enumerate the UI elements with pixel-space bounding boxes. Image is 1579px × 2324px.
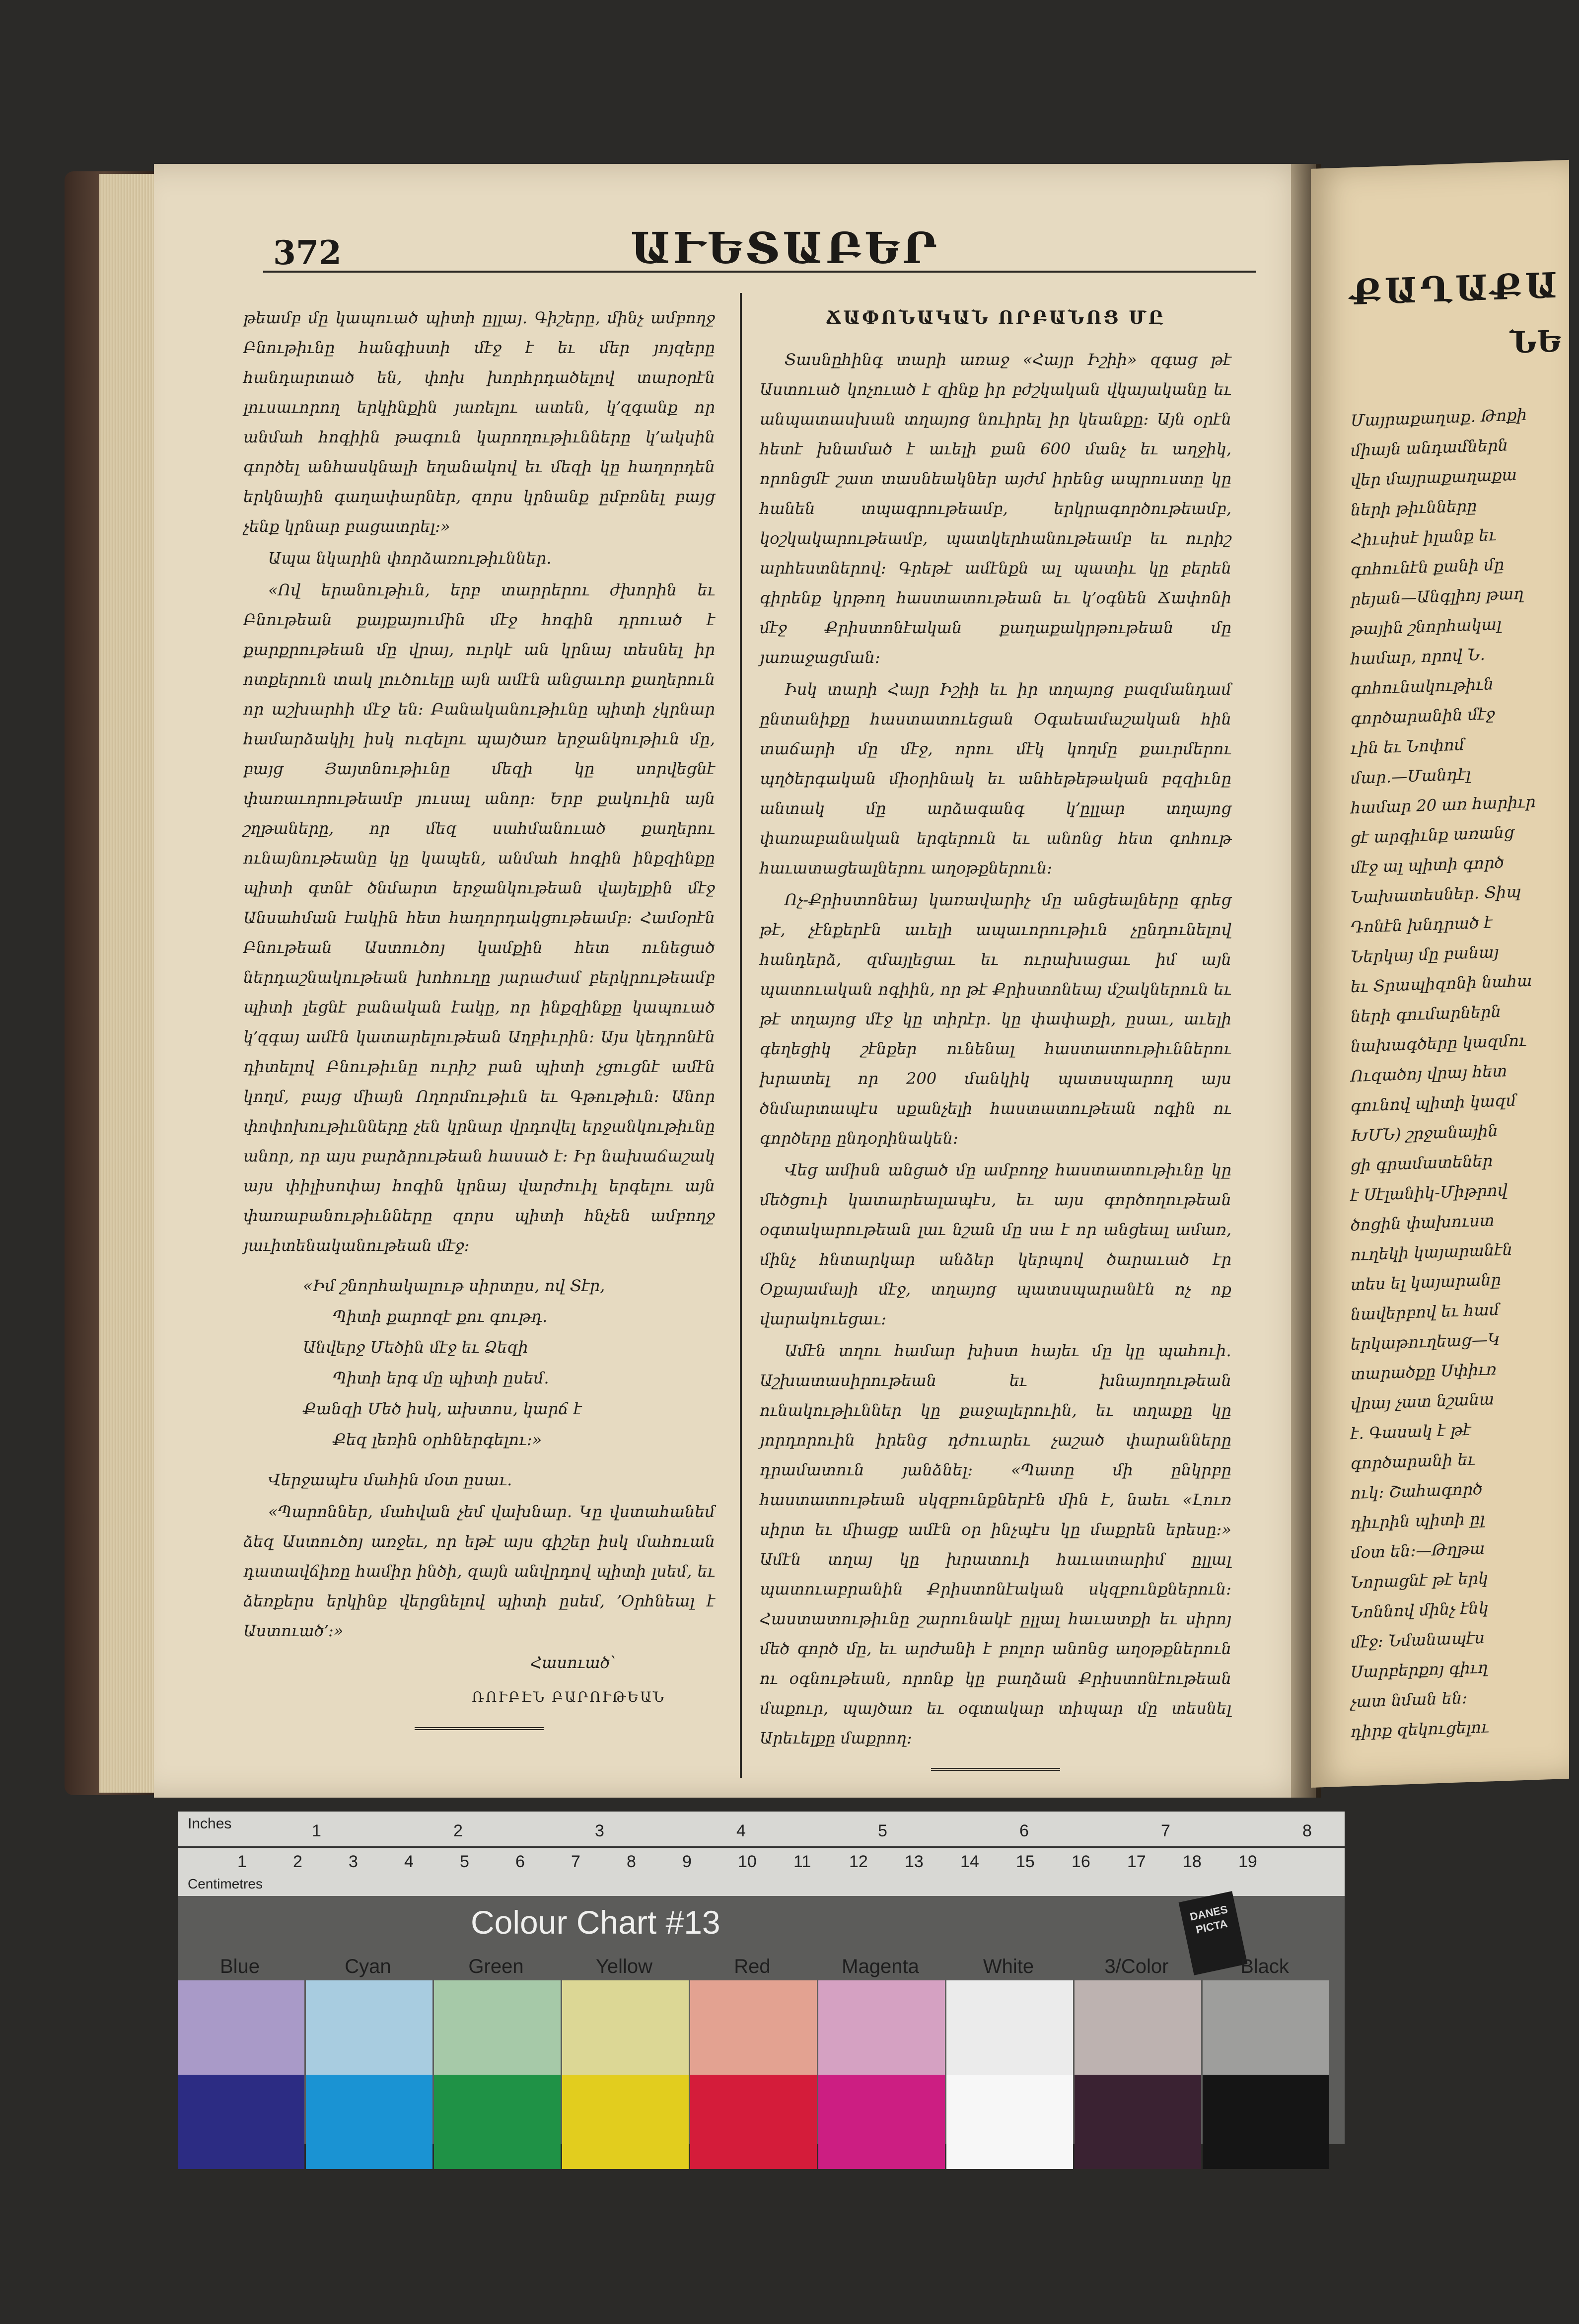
article-title: ՃԱՓՈՆԱԿԱՆ ՈՐԲԱՆՈՑ ՄԸ xyxy=(826,307,1165,328)
swatch-label: Magenta xyxy=(842,1956,919,1977)
left-column xyxy=(243,303,715,1730)
right-page-line: նավերբով եւ համ xyxy=(1351,1300,1500,1324)
swatch-label: Cyan xyxy=(345,1956,391,1977)
right-page-line: մէջ ալ պիտի գործ xyxy=(1351,853,1505,877)
right-page xyxy=(1311,160,1569,1788)
inch-tick-label: 5 xyxy=(878,1821,887,1840)
swatch-solid xyxy=(1075,2075,1201,2169)
inch-tick-label: 4 xyxy=(736,1821,746,1840)
cm-tick-label: 11 xyxy=(793,1852,811,1871)
swatch-tint xyxy=(1203,1980,1329,2075)
swatch-solid xyxy=(306,2075,432,2169)
right-page-line: Հիւսիսէ իլանք եւ xyxy=(1351,525,1497,550)
chart-title: Colour Chart #13 xyxy=(471,1904,720,1941)
swatch-tint xyxy=(178,1980,304,2075)
inch-tick-label: 8 xyxy=(1302,1821,1312,1840)
paragraph: «Ով երանութիւն, երբ տարրերու ժխորին եւ Բնութեան քայքայումին մէջ հոգին դրուած է քարքրութեան մը վրայ, ուրկէ ան կրնայ տեսնել իր ոտքերուն տակ լուծուելը այն ամէն անցաւոր քաղերուն որ աշխարհի մէջ են։ Բանականութիւնը պիտի չկրնար համարձակիլ իսկ ուզելու պայծառ երջանկութիւն մը, բայց Յայտնութիւնը մեզի կը սորվեցնէ փառաւորութեամբ յուսալ անոր։ Երբ քակուին այն շղթաները, որ մեզ սահմանուած քաղերու ունայնութեանը կը կապեն, անմահ հոգին ինքզինքը պիտի գտնէ ծնմարտ երջանկութեան վայելքին մէջ Անսահման էակին հետ հաղորդակցութեամբ։ Համօրէն Բնութեան Աստուծոյ կամքին հետ ունեցած ներդաշնակութեան խոհուղը յարաժամ բերկրութեամբ պիտի լեցնէ բանական էակը, որ ինքզինքը կապուած կ՚զգայ ամէն կատարելութեան Աղբիւրին։ Այս կեդրոնէն դիտելով Բնութիւնը ուրիշ բան պիտի չցուցնէ ամէն կողմ, բայց միայն Ողորմութիւն եւ Գթութիւն։ Անոր փոփոխութիւնները չեն կրնար վրդովել երջանկութիւնը անոր, որ այս բարձրութեան հասած է։ Իր նախաճաշակ այս փիլիսոփայ հոգին կրնայ վարժուիլ երգելու այն փառաբանութիւնները զորս պիտի հնչեն ամբողջ յաւիտենականութեան մէջ։ xyxy=(243,581,715,1255)
right-page-line: Սարբերքոյ գիւղ xyxy=(1351,1658,1488,1682)
verse-line: Պիտի քարոզէ քու գութդ․ xyxy=(333,1307,548,1326)
swatch-tint xyxy=(434,1980,561,2075)
right-page-line: ցի գրամատեներ xyxy=(1351,1151,1493,1175)
inch-tick-label: 7 xyxy=(1161,1821,1170,1840)
cm-tick-label: 4 xyxy=(404,1852,414,1871)
cm-tick-label: 9 xyxy=(682,1852,692,1871)
cm-tick-label: 14 xyxy=(960,1852,979,1871)
verse-line: «Իմ շնորհակալութ սիրտըս, ով Տէր, xyxy=(303,1276,605,1295)
right-page-line: եւ Տրապիզոնի նահա xyxy=(1351,971,1532,997)
paragraph: Իսկ տարի Հայր Իշիի եւ իր տղայոց բազմանդամ ընտանիքը հաստատուեցան Օգաեամաշական հին տաճարի մը մէջ, որու մէկ կողմը քաւրմերու պղծերգական միօրինակ եւ անհեթեթական բզզիւնը անտակ մը արձագանգ կ՚ըլլար տղայոց փառաբանական երգերուն եւ անոնց հետ գոհութ հաւատացեալներու աղօթքներուն։ xyxy=(760,680,1231,877)
right-page-line: վեր մայրաքաղաքա xyxy=(1351,465,1517,490)
cm-tick-label: 15 xyxy=(1016,1852,1035,1871)
cm-tick-label: 2 xyxy=(293,1852,302,1871)
right-page-line: մէջ։ Նմանապէս xyxy=(1351,1628,1485,1652)
right-page-line: է․ Գասակ է թէ xyxy=(1351,1420,1471,1444)
swatch-tint xyxy=(690,1980,817,2075)
right-page-line: ԽՄՆ) շրջանային xyxy=(1351,1121,1498,1146)
cm-tick-label: 3 xyxy=(349,1852,358,1871)
running-head: ԱՒԵՏԱԲԵՐ xyxy=(631,223,940,274)
author-name: ՌՈՒԲԷՆ ԲԱՐՈՒԹԵԱՆ xyxy=(472,1689,665,1705)
right-page-subhead: ՆԵ xyxy=(1509,324,1562,361)
right-page-line: տես ել կայարանը xyxy=(1351,1270,1501,1295)
swatch-label: Blue xyxy=(219,1956,260,1977)
colour-chart xyxy=(178,1812,1345,2144)
cm-tick-label: 19 xyxy=(1238,1852,1257,1871)
centimetres-label: Centimetres xyxy=(188,1876,263,1891)
right-page-line: ուկ։ Շահագործ xyxy=(1351,1479,1483,1503)
right-page-line: է Սէլանիկ-Միթրով xyxy=(1351,1180,1507,1205)
right-page-line: ծոցին փախուստ xyxy=(1351,1211,1495,1235)
ruler xyxy=(178,1812,1345,1896)
cm-tick-label: 18 xyxy=(1183,1852,1202,1871)
cm-tick-label: 12 xyxy=(849,1852,868,1871)
inch-tick-label: 3 xyxy=(595,1821,604,1840)
swatch-solid xyxy=(946,2075,1073,2169)
swatch-label: 3/Color xyxy=(1104,1956,1169,1977)
right-page-line: ւին եւ Նոփոմ xyxy=(1351,735,1465,758)
right-page-line: Մայրաքաղաք․ Թոքի xyxy=(1351,405,1527,431)
paragraph: Ոչ-Քրիստոնեայ կառավարիչ մը անցեալները գրեց թէ, չէնքերէն աւելի ապաւորութիւն չընդունելով հանդերձ, զմայլեցաւ եւ ուրախացաւ իմ այն պատուական ոգիին, որ թէ Քրիստոնեայ մշակներուն եւ թէ տղայոց մէջ կը տիրէր․ կը փափաքի, ըսաւ, աւելի գեղեցիկ շէնքեր ունենալ հաստատութիւններու խրատել որ 200 մանկիկ պատսպարող այս ծնմարտապէս սքանչելի հաստատութեան ոգին ու գործերը ընդօրինակեն։ xyxy=(760,890,1231,1148)
inch-tick-label: 6 xyxy=(1019,1821,1029,1840)
right-page-line: Նորացնէ թէ երկ xyxy=(1351,1568,1489,1593)
right-page-line: միայն անդամներն xyxy=(1351,436,1508,460)
verse-block xyxy=(303,1270,715,1455)
cm-tick-label: 13 xyxy=(905,1852,924,1871)
right-page-line: գոհունէն քանի մը xyxy=(1351,555,1505,580)
cm-tick-label: 17 xyxy=(1127,1852,1146,1871)
right-page-line: գործարանի եւ xyxy=(1351,1450,1475,1473)
swatch-solid xyxy=(562,2075,689,2169)
right-page-running-head: ՔԱՂԱՔԱ xyxy=(1351,264,1561,313)
swatch-solid xyxy=(690,2075,817,2169)
inch-tick-label: 1 xyxy=(312,1821,321,1840)
cm-tick-label: 8 xyxy=(627,1852,636,1871)
swatch-solid xyxy=(178,2075,304,2169)
swatch-solid xyxy=(1203,2075,1329,2169)
swatch-solid xyxy=(818,2075,945,2169)
page-number: 372 xyxy=(273,233,342,272)
paragraph: Վերջապէս մահին մօտ ըսաւ․ xyxy=(268,1470,512,1489)
page-edges xyxy=(99,174,159,1793)
swatch-solid xyxy=(434,2075,561,2169)
right-page-line: ուղեկի կայարանէն xyxy=(1351,1239,1512,1265)
right-page-line: դիւրին պիտի ըլ xyxy=(1351,1509,1485,1533)
right-page-line: գործարանին մէջ xyxy=(1351,704,1495,728)
cm-tick-label: 5 xyxy=(460,1852,469,1871)
swatch-tint xyxy=(306,1980,432,2075)
right-page-line: Նախատեսներ․ Տիպ xyxy=(1351,882,1521,907)
right-page-line: վրայ չատ նշանա xyxy=(1351,1389,1495,1414)
inch-tick-label: 2 xyxy=(453,1821,463,1840)
right-page-line: համար 20 առ հարիւր xyxy=(1351,792,1536,818)
cm-tick-label: 16 xyxy=(1072,1852,1090,1871)
verse-line: Պիտի երգ մը պիտի ըսեմ․ xyxy=(333,1369,549,1387)
swatch-tint xyxy=(1075,1980,1201,2075)
swatch-label: Yellow xyxy=(595,1956,653,1977)
cm-tick-label: 6 xyxy=(515,1852,525,1871)
right-page-line: գունով պիտի կազմ xyxy=(1351,1090,1516,1116)
right-page-line: մար․—Մանդէլ xyxy=(1351,764,1471,788)
swatch-tint xyxy=(562,1980,689,2075)
swatch-label: Green xyxy=(468,1956,524,1977)
right-page-line: մօտ են։—Թղթա xyxy=(1351,1538,1485,1563)
right-page-line: նախագծերը կազմու xyxy=(1351,1030,1527,1056)
paragraph: Ամէն տղու համար խիստ հայեւ մը կը պահուի․ Աշխատասիրութեան եւ խնայողութեան ունակութիւններ կը քաջալերուին, եւ տղաքը կը յորդորուին իրենց դժուարեւ չաշած փարանները դրամատուն յանձնել։ «Պատը մի ընկրբը հաստատութեան սկզբունքներէն մին է, նաեւ «Լուռ սիրտ եւ միացք ամէն օր ինչպէս կը մաքրեն երեսը։» Ամէն տղայ կը խրատուի հաւատարիմ ըլլալ պատուաբրանին Քրիստոնէական սկզբունքներուն։ Հաստատութիւնը շարունակէ ըլլալ հաւատքի եւ սիրոյ մեծ գործ մը, եւ արժանի է բոլոր անոնց աղօթքներուն ու օգնութեան, որոնք կը բաղձան Քրիստոնէութեան մաքուր, պայծառ եւ օգտակար տիպար մը տեսնել Արեւելքը մաքրող։ xyxy=(760,1341,1231,1747)
header-rule xyxy=(263,271,1256,273)
right-page-line: երկաթուղեաց—Կ xyxy=(1351,1329,1501,1354)
right-page-line: տարածքը Սփիւռ xyxy=(1351,1359,1497,1384)
column-separator xyxy=(740,293,742,1778)
right-column xyxy=(760,303,1231,1771)
swatch-tint xyxy=(818,1980,945,2075)
danes-picta-logo: DANES PICTA xyxy=(1179,1891,1248,1975)
right-page-line: գոհունակութիւն xyxy=(1351,674,1494,699)
swatch-label: Black xyxy=(1240,1956,1289,1977)
right-page-line: Նոննով մինչ էնկ xyxy=(1351,1598,1489,1622)
right-page-text xyxy=(1351,398,1579,1746)
swatch-tint xyxy=(946,1980,1073,2075)
right-page-line: ների գումարներն xyxy=(1351,1002,1501,1026)
right-page-line: դիրք զեկուցելու xyxy=(1351,1717,1489,1742)
paragraph: թեամբ մը կապուած պիտի ըլլայ․ Գիշերը, մինչ ամբողջ Բնութիւնը հանգիստի մէջ է եւ մեր յոյզերը հանդարտած են, փոխ խորհրդածելով տարօրէն լուսաւորող երկինքին յառելու ատեն, կ՚զգանք որ անմահ հոգիին թագուն կարողութիւնները կ՚ակսին գործել անհասկնալի եղանակով եւ մեզի կը հաղորդեն երկնային գաղափարներ, զորս կրնանք ըմբռնել բայց չենք կրնար բացատրել։» xyxy=(243,308,715,536)
right-page-line: Ուզածոյ վրայ հետ xyxy=(1351,1061,1507,1086)
right-page-line: Դոնէն խնդրած է xyxy=(1351,913,1493,937)
cm-tick-label: 10 xyxy=(738,1852,757,1871)
paragraph: Ապա նկարին փորձառութիւններ․ xyxy=(268,549,552,568)
paragraph: Վեց ամիսն անցած մը ամբողջ հաստատութիւնը կը մեծցուի կատարեալապէս, եւ այս գործողութեան օգտակարութեան լաւ նշան մը սա է որ անցեալ ամառ, մինչ հնտարկար անձեր կերպով ծարաւած էր Օքայամայի մէջ, տղայոց պատսպարանէն ոչ ոք վարակուեցաւ։ xyxy=(760,1161,1231,1328)
paragraph: Տասնըհինգ տարի առաջ «Հայր Իշիի» զգաց թէ Աստուած կոչուած է զինք իր բժշկական վկայականը եւ անպատասխան տղայոց նուիրել իր կեանքը։ Այն օրէն հետէ խնամած է աւելի քան 600 մանչ եւ աղջիկ, որոնցմէ շատ տասնեակներ այժմ իրենց ապրուստը կը հանեն տպագրութեամբ, երկրագործութեամբ, կօշկակարութեամբ, պատկերհանութեամբ եւ ուրիշ արհեստներով։ Գրեթէ ամէնքն ալ պատիւ կը բերեն գիրենք կրթող հաստատութեան եւ կ՚օգնեն Ճափոնի մէջ Քրիստոնէական քաղաքակրթութեան մը յառաջացման։ xyxy=(760,350,1231,667)
ruler-divider xyxy=(178,1846,1345,1848)
paragraph: «Պարոններ, մահվան չեմ վախնար․ Կը վստահանեմ ձեզ Աստուծոյ առջեւ, որ եթէ այս գիշեր իսկ մահուան դատավճիռը համիր ինծի, զայն անվրդով պիտի լսեմ, եւ ձեռքերս երկինք վերցնելով պիտի ըսեմ, ՚Օրհնեալ է Աստուած՚։» xyxy=(243,1502,715,1640)
right-page-line: ցէ արգիւնք առանց xyxy=(1351,822,1514,848)
left-page xyxy=(154,164,1316,1798)
cm-tick-label: 1 xyxy=(237,1852,247,1871)
end-rule xyxy=(415,1727,544,1730)
right-page-line: թային շնորհակալ xyxy=(1351,614,1502,639)
right-page-line: Ներկայ մը բանայ xyxy=(1351,942,1499,967)
right-page-line: ների թիւնները xyxy=(1351,496,1477,520)
swatch-label: Red xyxy=(734,1956,771,1977)
swatch-label: White xyxy=(983,1956,1034,1977)
inches-label: Inches xyxy=(188,1816,232,1832)
cm-tick-label: 7 xyxy=(571,1852,580,1871)
verse-line: Քեզ լեռին օրհներգելու։» xyxy=(333,1430,542,1449)
right-page-line: չատ նման են։ xyxy=(1351,1688,1468,1712)
end-rule xyxy=(931,1768,1060,1771)
right-page-line: րեյան—Անգլիոյ թաղ xyxy=(1351,584,1524,609)
verse-line: Քանզի Մեծ իսկ, ախտոս, կարճ է xyxy=(303,1399,582,1418)
right-page-line: համար, որով Ն․ xyxy=(1351,645,1486,669)
verse-line: Անվերջ Մեծին մէջ եւ Ձեզի xyxy=(303,1338,528,1357)
signoff: Հասուած՝ xyxy=(530,1653,616,1672)
